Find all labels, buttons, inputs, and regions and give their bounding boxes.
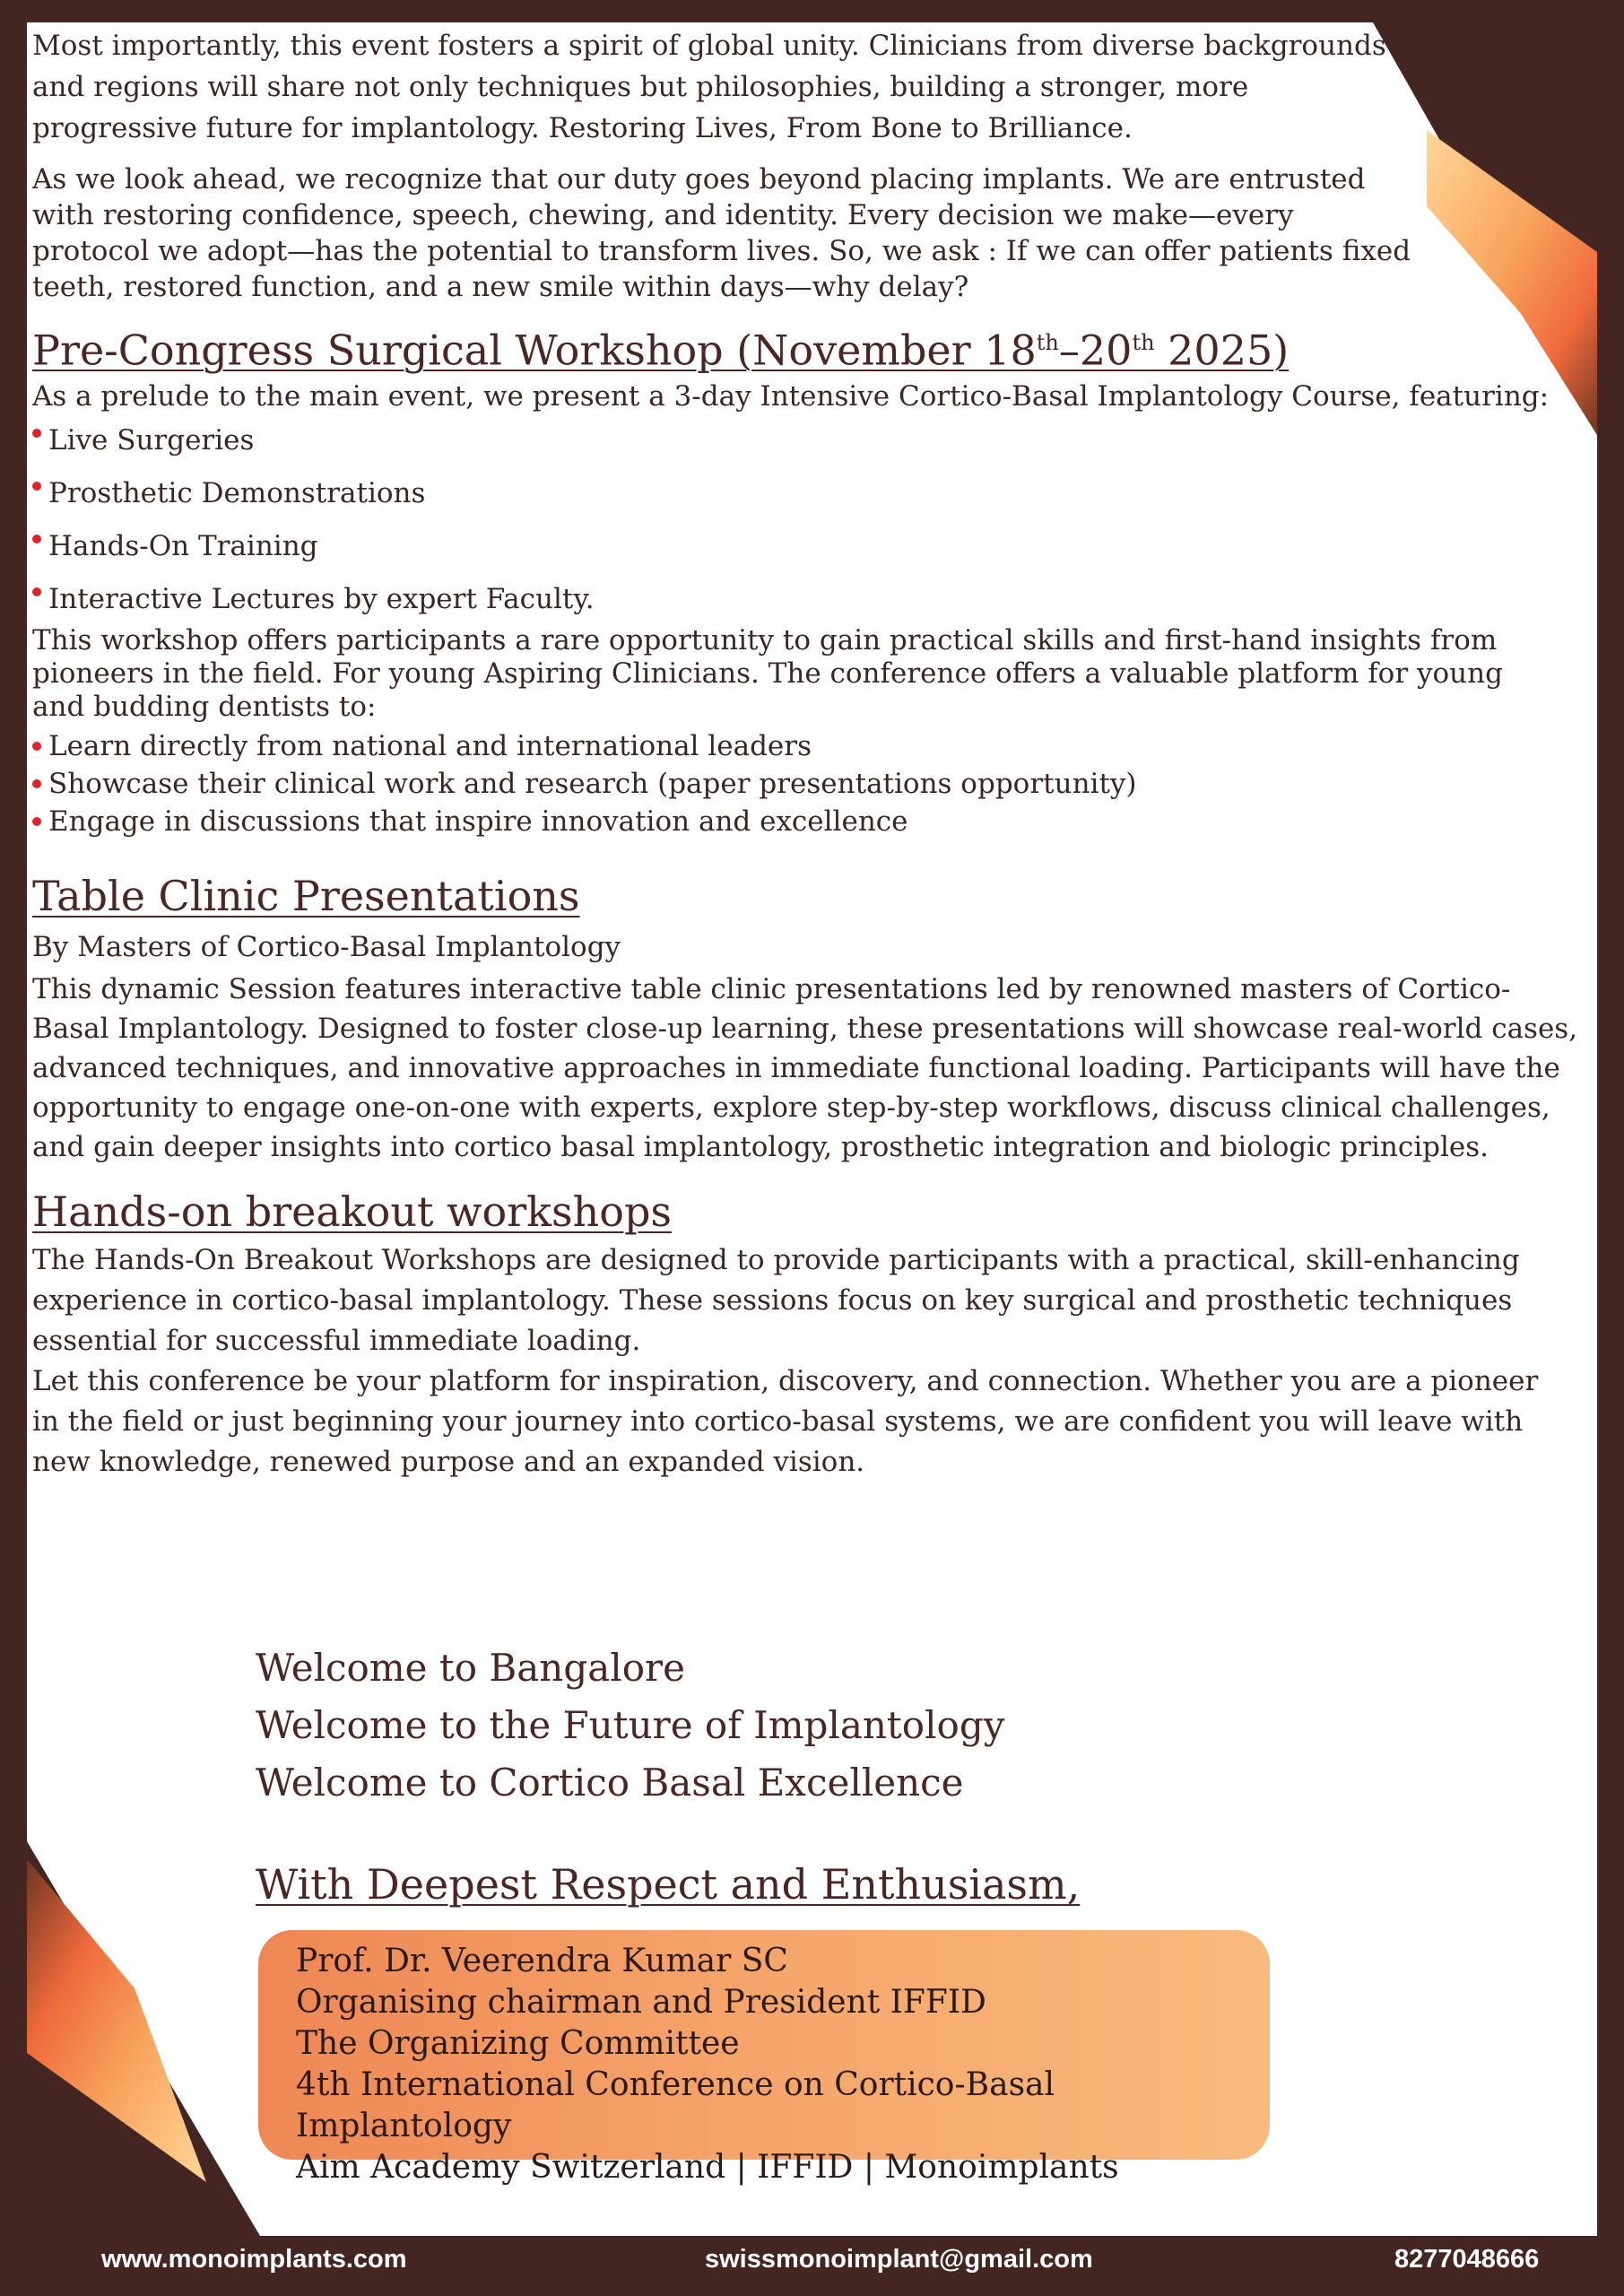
table-clinic-paragraph: This dynamic Session features interactive table clinic presentations led by renowned masters of Cortico-Basal Implantology. Designed to foster close-up learning, these presentations will showcase real-world cases, advanced techniques, and innovative approaches in immediate functional loading. Participants will have the opportunity to engage one-on-one with experts, explore step-by-step workflows, discuss clinical challenges, and gain deeper insights into cortico basal implantology, prosthetic integration and biologic principles. — [32, 973, 1578, 1164]
intro-paragraph-2: As we look ahead, we recognize that our duty goes beyond placing implants. We are entrusted with restoring confidence, speech, chewing, and identity. Every decision we make—every protocol we adopt—has the potential to transform lives. So, we ask : If we can offer patients fixed teeth, restored function, and a new smile within days—why delay? — [32, 163, 1411, 303]
welcome-block — [256, 1639, 1004, 1812]
list-item: Prosthetic Demonstrations — [32, 467, 1584, 520]
workshop-heading: Pre-Congress Surgical Workshop (November 18th–20th 2025) — [32, 326, 1290, 375]
workshop-benefits-list — [32, 727, 1584, 840]
list-item: Hands-On Training — [32, 520, 1584, 573]
list-item: Showcase their clinical work and research (paper presentations opportunity) — [32, 765, 1584, 803]
list-item: Engage in discussions that inspire innovation and excellence — [32, 803, 1584, 840]
table-clinic-subtitle: By Masters of Cortico-Basal Implantology — [32, 931, 621, 964]
workshop-paragraph: This workshop offers participants a rare opportunity to gain practical skills and first-hand insights from pioneers in the field. For young Aspiring Clinicians. The conference offers a valuable platform for young and budding dentists to: — [32, 624, 1503, 724]
list-item: Interactive Lectures by expert Faculty. — [32, 573, 1584, 626]
signature-role: Organising chairman and President IFFID — [296, 1984, 986, 2021]
welcome-line: Welcome to the Future of Implantology — [256, 1703, 1005, 1747]
list-item: Live Surgeries — [32, 414, 1584, 467]
breakout-paragraph-2: Let this conference be your platform for inspiration, discovery, and connection. Whether you are a pioneer in the field or just beginning your journey into cortico-basal systems, we are confident you will leave with new knowledge, renewed purpose and an expanded vision. — [32, 1365, 1539, 1479]
workshop-intro: As a prelude to the main event, we present a 3-day Intensive Cortico-Basal Implantology Course, featuring: — [32, 380, 1550, 413]
closing-heading: With Deepest Respect and Enthusiasm, — [256, 1860, 1081, 1909]
footer-bar — [0, 2236, 1624, 2296]
intro-paragraph-1: Most importantly, this event fosters a spirit of global unity. Clinicians from diverse backgrounds and regions will share not only techniques but philosophies, building a stronger, more progressive future for implantology. Restoring Lives, From Bone to Brilliance. — [32, 30, 1386, 144]
footer-website-link[interactable]: www.monoimplants.com — [101, 2245, 407, 2274]
signature-conference: 4th International Conference on Cortico-Basal Implantology — [296, 2066, 1055, 2144]
signature-committee: The Organizing Committee — [296, 2025, 740, 2062]
welcome-line: Welcome to Bangalore — [256, 1646, 685, 1690]
footer-phone[interactable]: 8277048666 — [1394, 2245, 1540, 2274]
signature-name: Prof. Dr. Veerendra Kumar SC — [296, 1943, 788, 1979]
breakout-paragraph-1: The Hands-On Breakout Workshops are designed to provide participants with a practical, skill-enhancing experience in cortico-basal implantology. These sessions focus on key surgical and prosthetic techniques essential for successful immediate loading. — [32, 1244, 1520, 1358]
signature-organizations: Aim Academy Switzerland | IFFID | Monoimplants — [296, 2149, 1119, 2186]
letter-content — [32, 25, 1584, 1495]
list-item: Learn directly from national and international leaders — [32, 727, 1584, 765]
workshop-features-list — [32, 414, 1584, 626]
signature-box — [258, 1930, 1270, 2186]
table-clinic-heading: Table Clinic Presentations — [32, 872, 580, 921]
footer-email-link[interactable]: swissmonoimplant@gmail.com — [705, 2245, 1093, 2274]
welcome-line: Welcome to Cortico Basal Excellence — [256, 1761, 964, 1805]
breakout-heading: Hands-on breakout workshops — [32, 1187, 672, 1237]
